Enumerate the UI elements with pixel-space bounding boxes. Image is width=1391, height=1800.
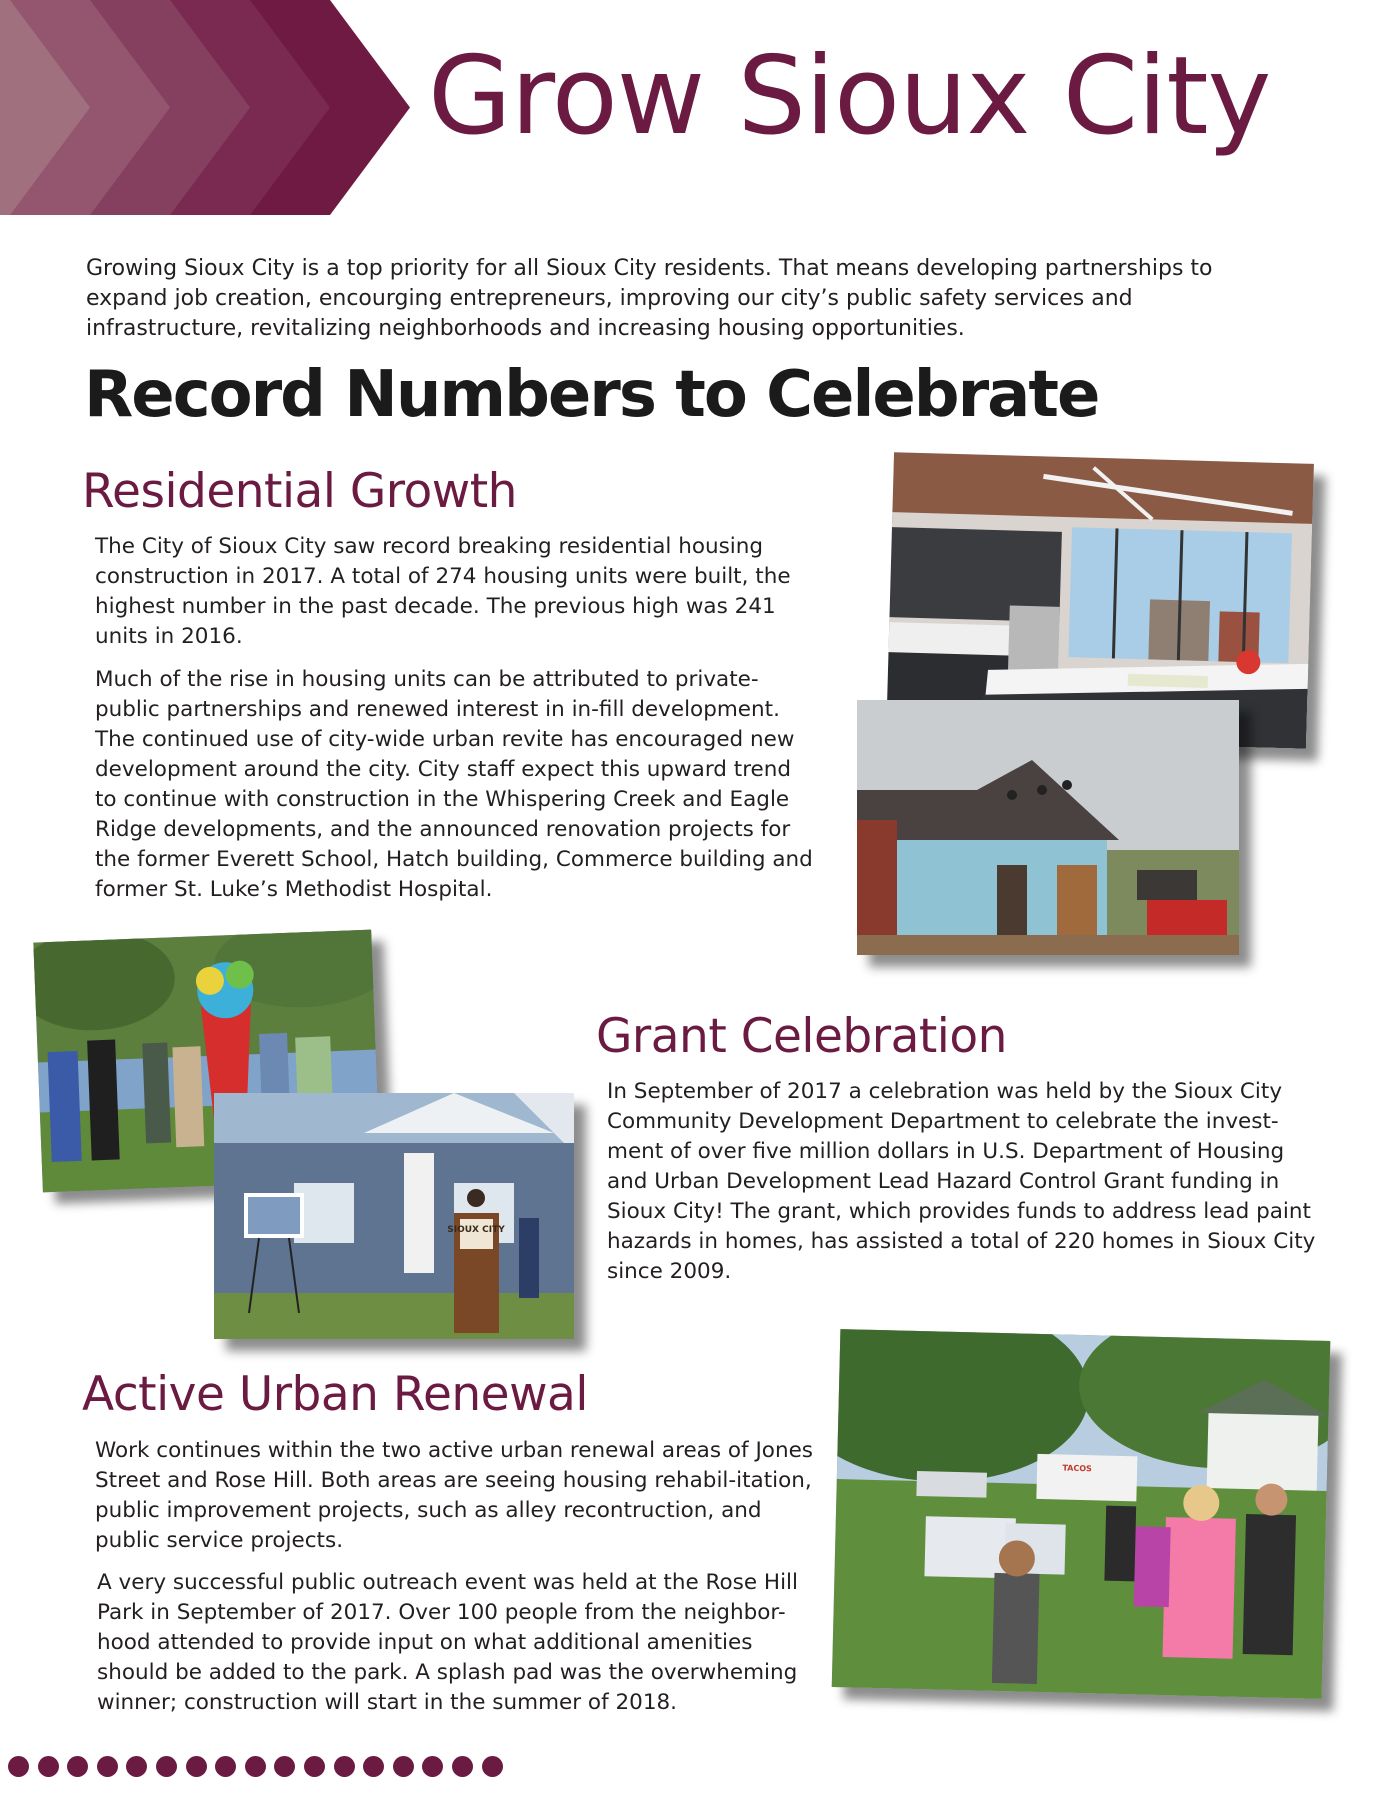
urban-paragraph-2: A very successful public outreach event was held at the Rose Hill Park in September of 2017. Over 100 people from the neighbor-hood attended to provide input on what additional amenities should be added to the park. A splash pad was the overwheming winner; construction will start in the summer of 2018. bbox=[97, 1570, 798, 1715]
footer-dot bbox=[8, 1756, 29, 1777]
footer-dot bbox=[452, 1756, 473, 1777]
active-urban-renewal-heading: Active Urban Renewal bbox=[82, 1367, 588, 1422]
footer-dot bbox=[304, 1756, 325, 1777]
footer-dot bbox=[363, 1756, 384, 1777]
footer-dot bbox=[245, 1756, 266, 1777]
residential-paragraph-2: Much of the rise in housing units can be attributed to private-public partnerships and renewed interest in in-fill development. The continued use of city-wide urban revite has encouraged new development around the city. City staff expect this upward trend to continue with construction in the Whispering Creek and Eagle Ridge developments, and the announced renovation projects for the former Everett School, Hatch building, Commerce building and former St. Luke’s Methodist Hospital. bbox=[95, 667, 813, 902]
grant-paragraph: In September of 2017 a celebration was held by the Sioux City Community Development Department to celebrate the invest-ment of over five million dollars in U.S. Department of Housing and Urban Development Lead Hazard Control Grant funding in Sioux City! The grant, which provides funds to address lead paint hazards in homes, has assisted a total of 220 homes in Sioux City since 2009. bbox=[607, 1079, 1316, 1284]
headline: Record Numbers to Celebrate bbox=[84, 358, 1099, 432]
footer-dot bbox=[97, 1756, 118, 1777]
footer-dot bbox=[186, 1756, 207, 1777]
podium-sign-text: SIOUX CITY bbox=[447, 1225, 505, 1235]
podium-house-photo bbox=[214, 1093, 574, 1339]
house-construction-photo bbox=[857, 700, 1239, 955]
footer-dot bbox=[334, 1756, 355, 1777]
residential-paragraph-1: The City of Sioux City saw record breaking residential housing construction in 2017. A total of 274 housing units were built, the highest number in the past decade. The previous high was 241 units in 2016. bbox=[95, 534, 791, 649]
footer-dot bbox=[126, 1756, 147, 1777]
footer-dot bbox=[393, 1756, 414, 1777]
footer-dot bbox=[482, 1756, 503, 1777]
footer-dot bbox=[215, 1756, 236, 1777]
footer-dots bbox=[8, 1756, 503, 1777]
residential-growth-heading: Residential Growth bbox=[82, 464, 517, 519]
header-chevrons bbox=[0, 0, 410, 215]
urban-paragraph-1: Work continues within the two active urban renewal areas of Jones Street and Rose Hill. Both areas are seeing housing rehabil-itation, public improvement projects, such as alley recontruction, and public service projects. bbox=[95, 1438, 814, 1553]
page-title: Grow Sioux City bbox=[428, 34, 1271, 159]
park-outreach-photo bbox=[832, 1329, 1331, 1699]
footer-dot bbox=[156, 1756, 177, 1777]
footer-dot bbox=[274, 1756, 295, 1777]
footer-dot bbox=[422, 1756, 443, 1777]
intro-paragraph: Growing Sioux City is a top priority for all Sioux City residents. That means developing partnerships to expand job creation, encourging entrepreneurs, improving our city’s public safety services and infrastructure, revitalizing neighborhoods and increasing housing opportunities. bbox=[86, 256, 1213, 341]
footer-dot bbox=[67, 1756, 88, 1777]
grant-celebration-heading: Grant Celebration bbox=[596, 1009, 1007, 1064]
truck-sign-text: TACOS bbox=[1062, 1463, 1092, 1474]
footer-dot bbox=[38, 1756, 59, 1777]
